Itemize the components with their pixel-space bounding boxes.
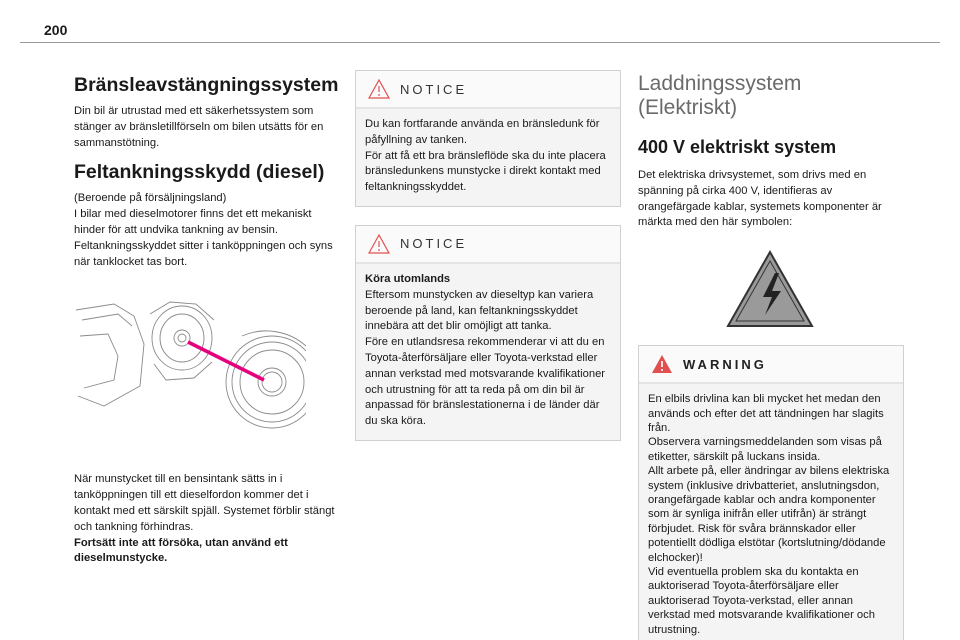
notice-text: Eftersom munstycken av dieseltyp kan variera beroende på land, kan feltankningsskyddet innebära att det blir omöjligt att tanka. Före en utlandsresa rekommenderar vi att du en Toyota-återförsäljare eller Toyota-verkstad eller annan verkstad med motsvarande kvalifikationer och utrustning för att ta reda på om din bil är anpassad för bränslestationerna i de länder där du ska köra. xyxy=(365,288,606,428)
notice-label: NOTICE xyxy=(400,236,468,252)
highlight-pointer xyxy=(188,342,264,380)
misfuel-protection-text: (Beroende på försäljningsland) I bilar med dieselmotorer finns det ett mekaniskt hinder för att undvika tankning av bensin. Feltankningsskyddet sitter i tanköppningen och syns när tanklocket tas bort. xyxy=(74,192,333,268)
title-misfuel-protection: Feltankningsskydd (diesel) xyxy=(74,161,325,184)
fuel-filler-illustration xyxy=(74,296,306,442)
warning-label: WARNING xyxy=(683,356,767,372)
title-line-1: Laddningssystem xyxy=(638,72,802,95)
warning-text: En elbils drivlina kan bli mycket het medan den används och efter det att tändningen har slagits från. Observera varningsmeddelanden som visas på etiketter, särskilt på luckans insida. Allt arbete på, eller ändringar av bilens elektriska system (inklusive drivbatteriet, anslutningsdon, orangefärgade kablar och andra komponenter som är synliga inifrån eller utifrån) är strängt förbjudet. Risk för svåra brännskador eller potentiellt dödliga elstötar (kortslutning/dödande elchocker)! Vid eventuella problem ska du kontakta en auktoriserad Toyota-återförsäljare eller auktoriserad Toyota-verkstad, eller annan verkstad med motsvarande kvalifikationer och utrustning. xyxy=(648,393,890,636)
notice-header xyxy=(356,71,620,109)
warning-box xyxy=(638,345,904,640)
column-charging-system xyxy=(638,70,904,640)
nozzle-text-bold: Fortsätt inte att försöka, utan använd ett dieselmunstycke. xyxy=(74,536,288,565)
electric-system-text: Det elektriska drivsystemet, som drivs med en spänning på cirka 400 V, identifieras av orangefärgade kablar, systemets komponenter är märkta med den här symbolen: xyxy=(638,169,882,229)
notice-box-2 xyxy=(355,225,621,441)
title-charging-system xyxy=(638,72,904,120)
warning-header xyxy=(639,346,903,384)
notice-label: NOTICE xyxy=(400,81,468,97)
nozzle-text-normal: När munstycket till en bensintank sätts in i tanköppningen till ett dieselfordon kommer det i kontakt med ett särskilt spjäll. Systemet förblir stängt och tankning förhindras. xyxy=(74,473,335,533)
page-number: 200 xyxy=(44,22,68,38)
fuel-cutoff-text: Din bil är utrustad med ett säkerhetssystem som stänger av bränsletillförseln om bilen utsätts för en sammanstötning. xyxy=(74,105,324,149)
notice-text: Du kan fortfarande använda en bränsledunk för påfyllning av tanken. För att få ett bra bränsleflöde ska du inte placera bränsledunkens munstycke i direkt kontakt med feltankningsskyddet. xyxy=(365,118,606,194)
subtitle-400v: 400 V elektriskt system xyxy=(638,137,837,157)
title-line-2: (Elektriskt) xyxy=(638,96,738,119)
title-fuel-cutoff: Bränsleavstängningssystem xyxy=(74,74,339,96)
warning-triangle-icon xyxy=(368,79,390,99)
warning-triangle-icon xyxy=(368,234,390,254)
column-notices xyxy=(355,70,621,459)
column-fuel-systems xyxy=(74,70,339,577)
notice-body xyxy=(356,264,620,440)
warning-triangle-icon xyxy=(651,354,673,374)
header-rule xyxy=(20,42,940,43)
high-voltage-icon xyxy=(725,249,815,329)
notice-box-1 xyxy=(355,70,621,207)
nozzle-text xyxy=(74,472,336,567)
notice-header xyxy=(356,226,620,264)
notice-heading: Köra utomlands xyxy=(365,272,451,285)
